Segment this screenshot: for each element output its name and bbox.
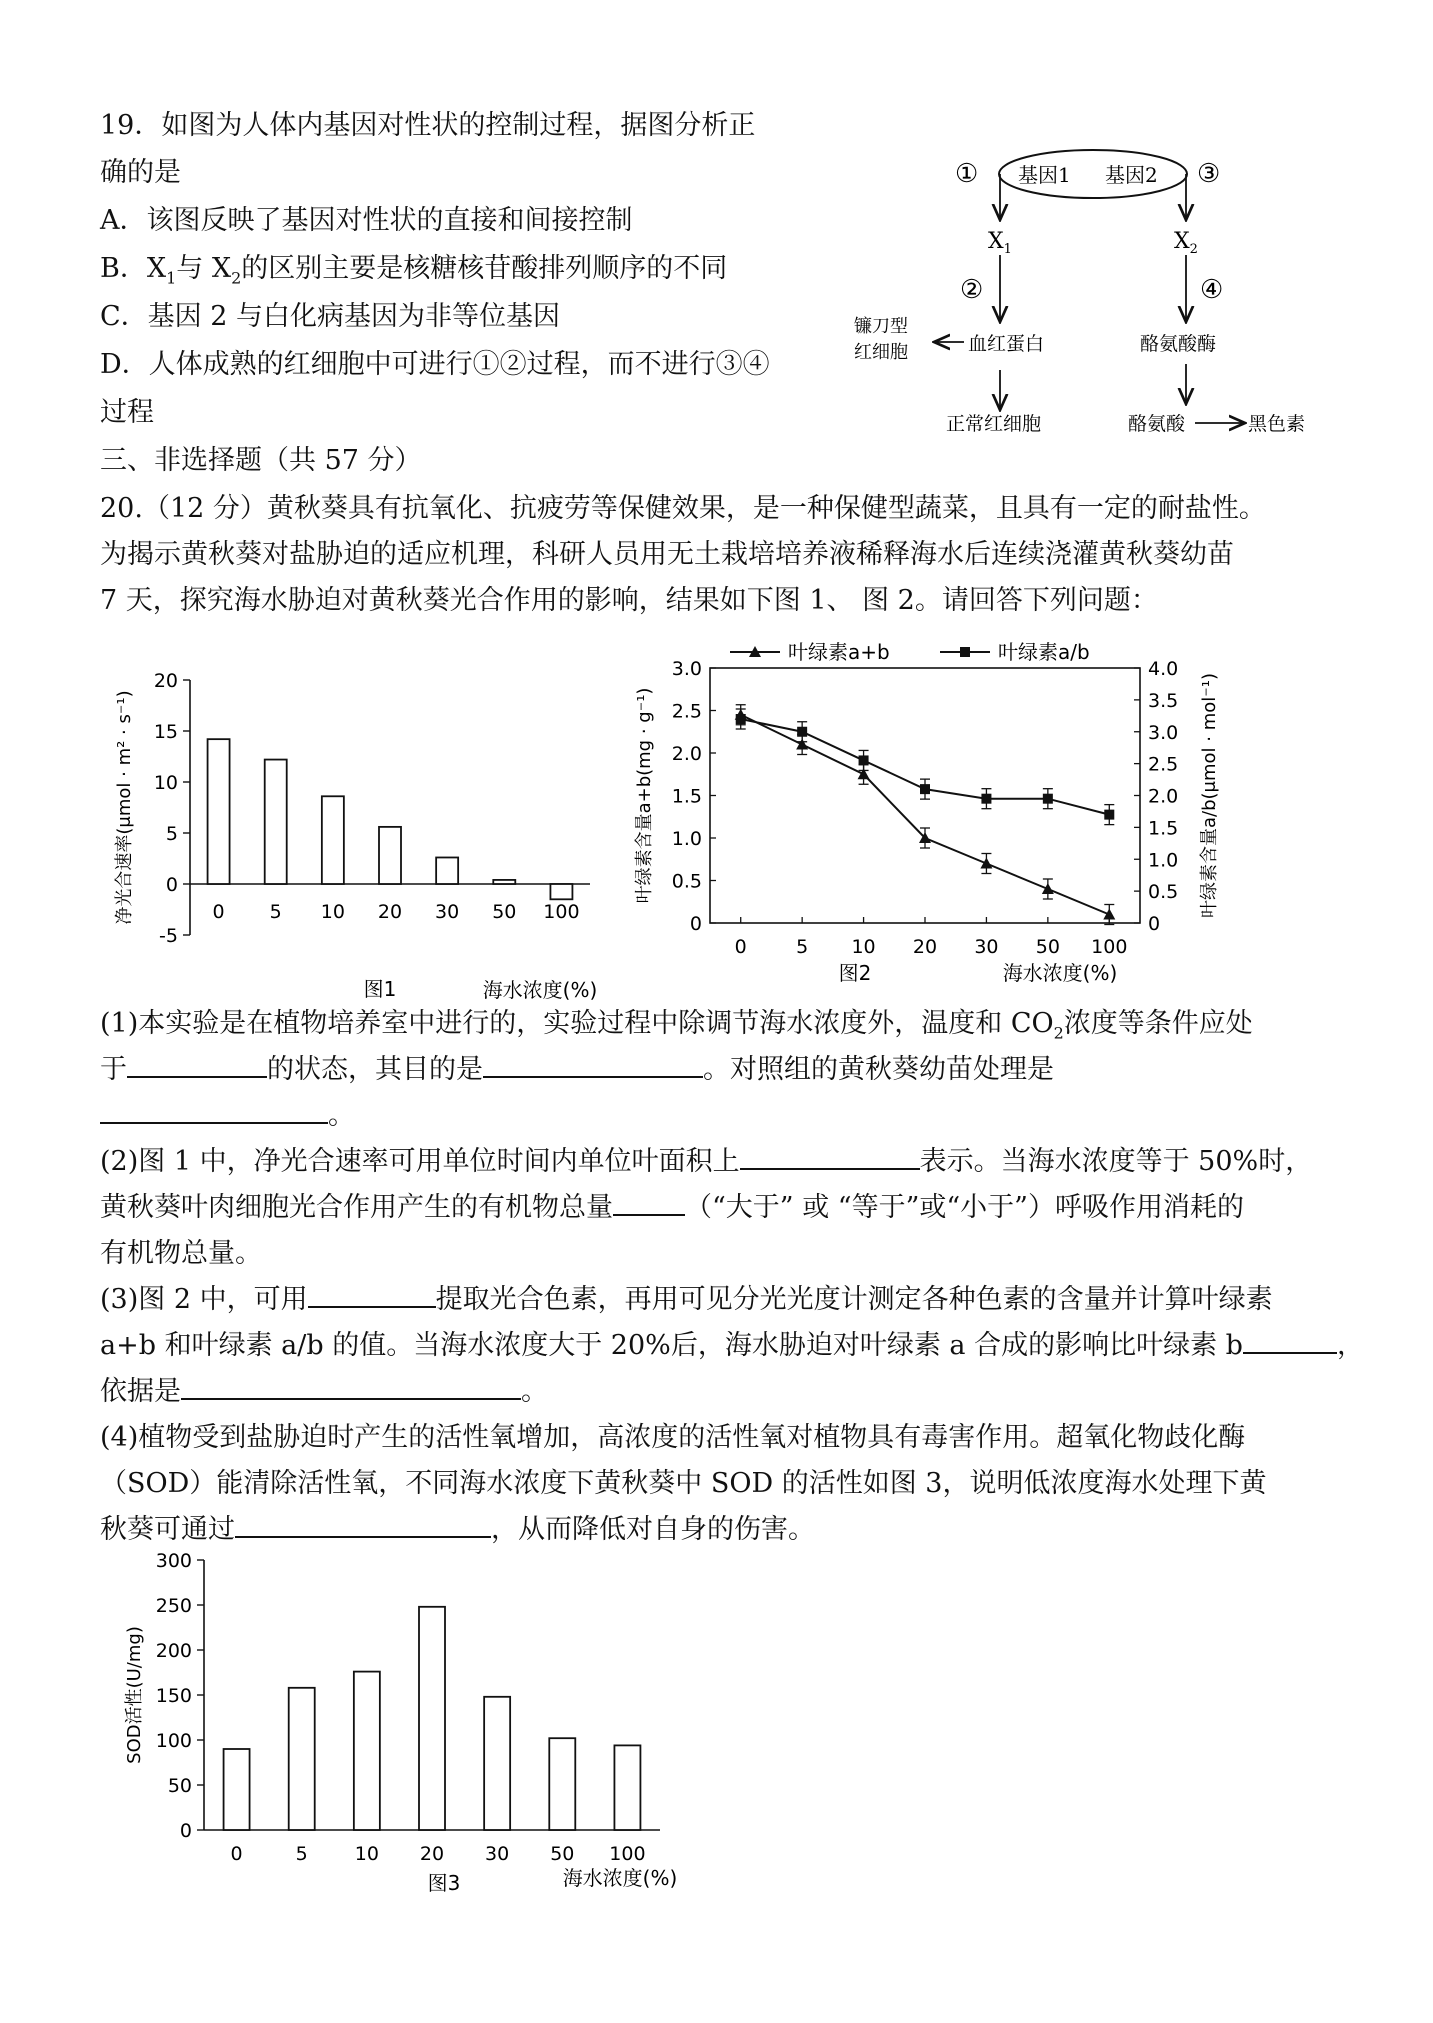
diagram-num-3: ③ (1197, 159, 1221, 189)
y-tick-label: 50 (167, 1775, 192, 1797)
series-line (741, 715, 1110, 915)
y-right-tick-label: 0.5 (1148, 881, 1179, 904)
y-tick-label: 0 (179, 1820, 192, 1842)
legend-label: 叶绿素a+b (788, 640, 890, 664)
bar (289, 1688, 315, 1830)
section-three-heading: 三、非选择题（共 57 分） (100, 445, 422, 476)
diagram-tyrosinase: 酪氨酸酶 (1140, 333, 1217, 355)
bar (419, 1607, 445, 1830)
data-point (981, 794, 991, 804)
y-left-axis-title: 叶绿素含量a+b(mg · g⁻¹) (634, 687, 655, 904)
y-right-tick-label: 3.0 (1148, 721, 1179, 744)
x-axis-title: 海水浓度(%) (562, 1866, 678, 1890)
data-point (920, 784, 930, 794)
answer-blank[interactable] (740, 1144, 920, 1170)
answer-blank[interactable] (613, 1190, 685, 1216)
bar (493, 880, 515, 884)
x-tick-label: 5 (295, 1843, 308, 1865)
y-right-tick-label: 2.0 (1148, 785, 1179, 808)
data-point (797, 727, 807, 737)
diagram-num-1: ① (955, 159, 979, 189)
bar (549, 1738, 575, 1830)
q20-p2-line1: (2)图 1 中，净光合速率可用单位时间内单位叶面积上 表示。当海水浓度等于 50%时， (100, 1146, 1313, 1177)
y-tick-label: 250 (155, 1595, 192, 1617)
y-left-tick-label: 1.5 (671, 785, 702, 808)
answer-blank[interactable] (1243, 1328, 1337, 1354)
x-tick-label: 5 (269, 901, 282, 923)
y-left-tick-label: 2.0 (671, 743, 702, 765)
x-tick-label: 20 (912, 936, 938, 958)
gene-control-diagram (850, 140, 1310, 450)
y-right-tick-label: 1.0 (1148, 849, 1179, 872)
x-axis-title: 海水浓度(%) (1002, 961, 1118, 985)
x-tick-label: 30 (435, 901, 460, 923)
x-tick-label: 50 (1035, 936, 1060, 958)
x-tick-label: 0 (734, 936, 747, 958)
x-tick-label: 20 (377, 901, 403, 923)
diagram-num-4: ④ (1200, 275, 1224, 305)
y-right-tick-label: 1.5 (1148, 817, 1179, 840)
x-tick-label: 10 (320, 901, 345, 923)
q19-stem-line2: 确的是 (100, 157, 181, 188)
y-right-tick-label: 0 (1148, 913, 1161, 935)
data-point (1042, 883, 1054, 894)
y-left-tick-label: 0 (689, 913, 702, 935)
figure-3-chart (100, 1545, 700, 1905)
answer-blank[interactable] (483, 1052, 703, 1078)
figure-caption: 图1 (363, 977, 397, 1000)
x-tick-label: 0 (230, 1843, 243, 1865)
x-tick-label: 100 (543, 901, 580, 923)
figure-caption: 图3 (427, 1871, 461, 1895)
figure-caption: 图2 (838, 961, 872, 985)
x-tick-label: 100 (1091, 936, 1128, 958)
y-tick-label: 15 (153, 721, 178, 743)
diagram-gene2: 基因2 (1105, 163, 1158, 187)
y-tick-label: -5 (159, 925, 178, 947)
answer-blank[interactable] (181, 1374, 521, 1400)
x-axis-title: 海水浓度(%) (482, 978, 598, 1000)
y-axis-title: 净光合速率(μmol · m² · s⁻¹) (114, 690, 135, 925)
q20-p3-line2: a+b 和叶绿素 a/b 的值。当海水浓度大于 20%后，海水胁迫对叶绿素 a 合成的影响比叶绿素 b ， (100, 1330, 1364, 1361)
y-right-tick-label: 4.0 (1148, 658, 1179, 680)
q19-option-d-cont: 过程 (100, 397, 154, 428)
x-tick-label: 50 (492, 901, 517, 923)
y-tick-label: 200 (155, 1640, 192, 1662)
bar (354, 1672, 380, 1830)
bar (614, 1745, 640, 1830)
diagram-normal-rbc: 正常红细胞 (946, 413, 1042, 435)
q20-p1-line1: (1)本实验是在植物培养室中进行的，实验过程中除调节海水浓度外，温度和 $CO_2$浓度等条件应处 (100, 1008, 1253, 1043)
figure-1-chart (100, 650, 620, 1000)
y-tick-label: 300 (155, 1550, 192, 1572)
y-tick-label: 5 (165, 823, 178, 845)
y-tick-label: 10 (153, 772, 178, 794)
bar (224, 1749, 250, 1830)
answer-blank[interactable] (235, 1512, 491, 1538)
y-tick-label: 150 (155, 1685, 192, 1707)
figure-2-chart (630, 640, 1230, 990)
bar (379, 827, 401, 884)
bar (265, 760, 287, 884)
diagram-sickle-1: 镰刀型 (854, 316, 908, 337)
y-right-tick-label: 3.5 (1148, 689, 1179, 712)
y-left-tick-label: 0.5 (671, 870, 702, 893)
q19-option-a: A．该图反映了基因对性状的直接和间接控制 (100, 205, 633, 236)
q20-p4-line2: （SOD）能清除活性氧，不同海水浓度下黄秋葵中 SOD 的活性如图 3，说明低浓度海水处理下黄 (100, 1468, 1267, 1499)
x-tick-label: 5 (796, 936, 809, 958)
diagram-sickle-2: 红细胞 (854, 342, 908, 363)
q19-stem-line1: 19．如图为人体内基因对性状的控制过程，据图分析正 (100, 110, 756, 141)
diagram-num-2: ② (960, 275, 984, 305)
x-tick-label: 100 (609, 1843, 646, 1865)
y-tick-label: 100 (155, 1730, 192, 1752)
diagram-tyrosine: 酪氨酸 (1128, 413, 1186, 435)
answer-blank[interactable] (127, 1052, 267, 1078)
q20-p4-line3: 秋葵可通过 ，从而降低对自身的伤害。 (100, 1514, 815, 1545)
x-tick-label: 20 (419, 1843, 445, 1865)
q20-intro-line2: 为揭示黄秋葵对盐胁迫的适应机理，科研人员用无土栽培培养液稀释海水后连续浇灌黄秋葵幼苗 (100, 539, 1234, 570)
x-tick-label: 10 (851, 936, 876, 958)
y-left-tick-label: 2.5 (671, 700, 702, 723)
diagram-melanin: 黑色素 (1248, 413, 1306, 435)
data-point (859, 755, 869, 765)
y-tick-label: 0 (165, 874, 178, 896)
y-left-tick-label: 1.0 (671, 828, 702, 850)
bar (322, 796, 344, 884)
bar (208, 739, 230, 884)
q20-p1-line2: 于 的状态，其目的是 。对照组的黄秋葵幼苗处理是 (100, 1054, 1054, 1085)
x-tick-label: 0 (212, 901, 225, 923)
x-tick-label: 50 (550, 1843, 575, 1865)
q20-intro-line1: 20.（12 分）黄秋葵具有抗氧化、抗疲劳等保健效果，是一种保健型蔬菜，且具有一定的耐盐性。 (100, 493, 1266, 524)
bar (550, 884, 572, 899)
data-point (980, 858, 992, 869)
x-tick-label: 30 (974, 936, 999, 958)
data-point (1043, 794, 1053, 804)
data-point (1104, 810, 1114, 820)
series-line (741, 719, 1110, 815)
y-axis-title: SOD活性(U/mg) (124, 1626, 145, 1764)
legend-label: 叶绿素a/b (998, 640, 1090, 664)
y-tick-label: 20 (153, 670, 178, 692)
q19-option-d: D．人体成熟的红细胞中可进行①②过程，而不进行③④ (100, 349, 770, 380)
x-tick-label: 30 (485, 1843, 510, 1865)
y-left-tick-label: 3.0 (671, 658, 702, 680)
data-point (1103, 909, 1115, 920)
bar (436, 857, 458, 884)
diagram-x2: $X_2$ (1174, 229, 1198, 257)
legend-marker (960, 647, 970, 657)
y-right-axis-title: 叶绿素含量a/b(μmol · mol⁻¹) (1199, 673, 1220, 918)
q20-p2-line2: 黄秋葵叶肉细胞光合作用产生的有机物总量 （“大于” 或 “等于”或“小于”）呼吸作用消耗的 (100, 1192, 1244, 1223)
diagram-gene1: 基因1 (1018, 163, 1071, 187)
x-tick-label: 10 (354, 1843, 379, 1865)
answer-blank[interactable] (308, 1282, 436, 1308)
q20-p1-line3: 。 (100, 1098, 355, 1134)
answer-blank[interactable] (100, 1098, 328, 1124)
q20-p4-line1: (4)植物受到盐胁迫时产生的活性氧增加，高浓度的活性氧对植物具有毒害作用。超氧化物歧化酶 (100, 1422, 1246, 1453)
diagram-x1: $X_1$ (988, 229, 1012, 257)
q20-intro-line3: 7 天，探究海水胁迫对黄秋葵光合作用的影响，结果如下图 1、 图 2。请回答下列问题： (100, 585, 1158, 616)
q19-option-b: B．$X_1$与 $X_2$的区别主要是核糖核苷酸排列顺序的不同 (100, 253, 728, 288)
y-right-tick-label: 2.5 (1148, 753, 1179, 776)
q20-p3-line1: (3)图 2 中，可用 提取光合色素，再用可见分光光度计测定各种色素的含量并计算叶绿素 (100, 1284, 1273, 1315)
bar (484, 1697, 510, 1830)
q19-option-c: C．基因 2 与白化病基因为非等位基因 (100, 301, 561, 332)
q20-p3-line3: 依据是 。 (100, 1376, 548, 1407)
diagram-hemoglobin: 血红蛋白 (968, 333, 1045, 355)
data-point (736, 714, 746, 724)
q20-p2-line3: 有机物总量。 (100, 1238, 262, 1269)
